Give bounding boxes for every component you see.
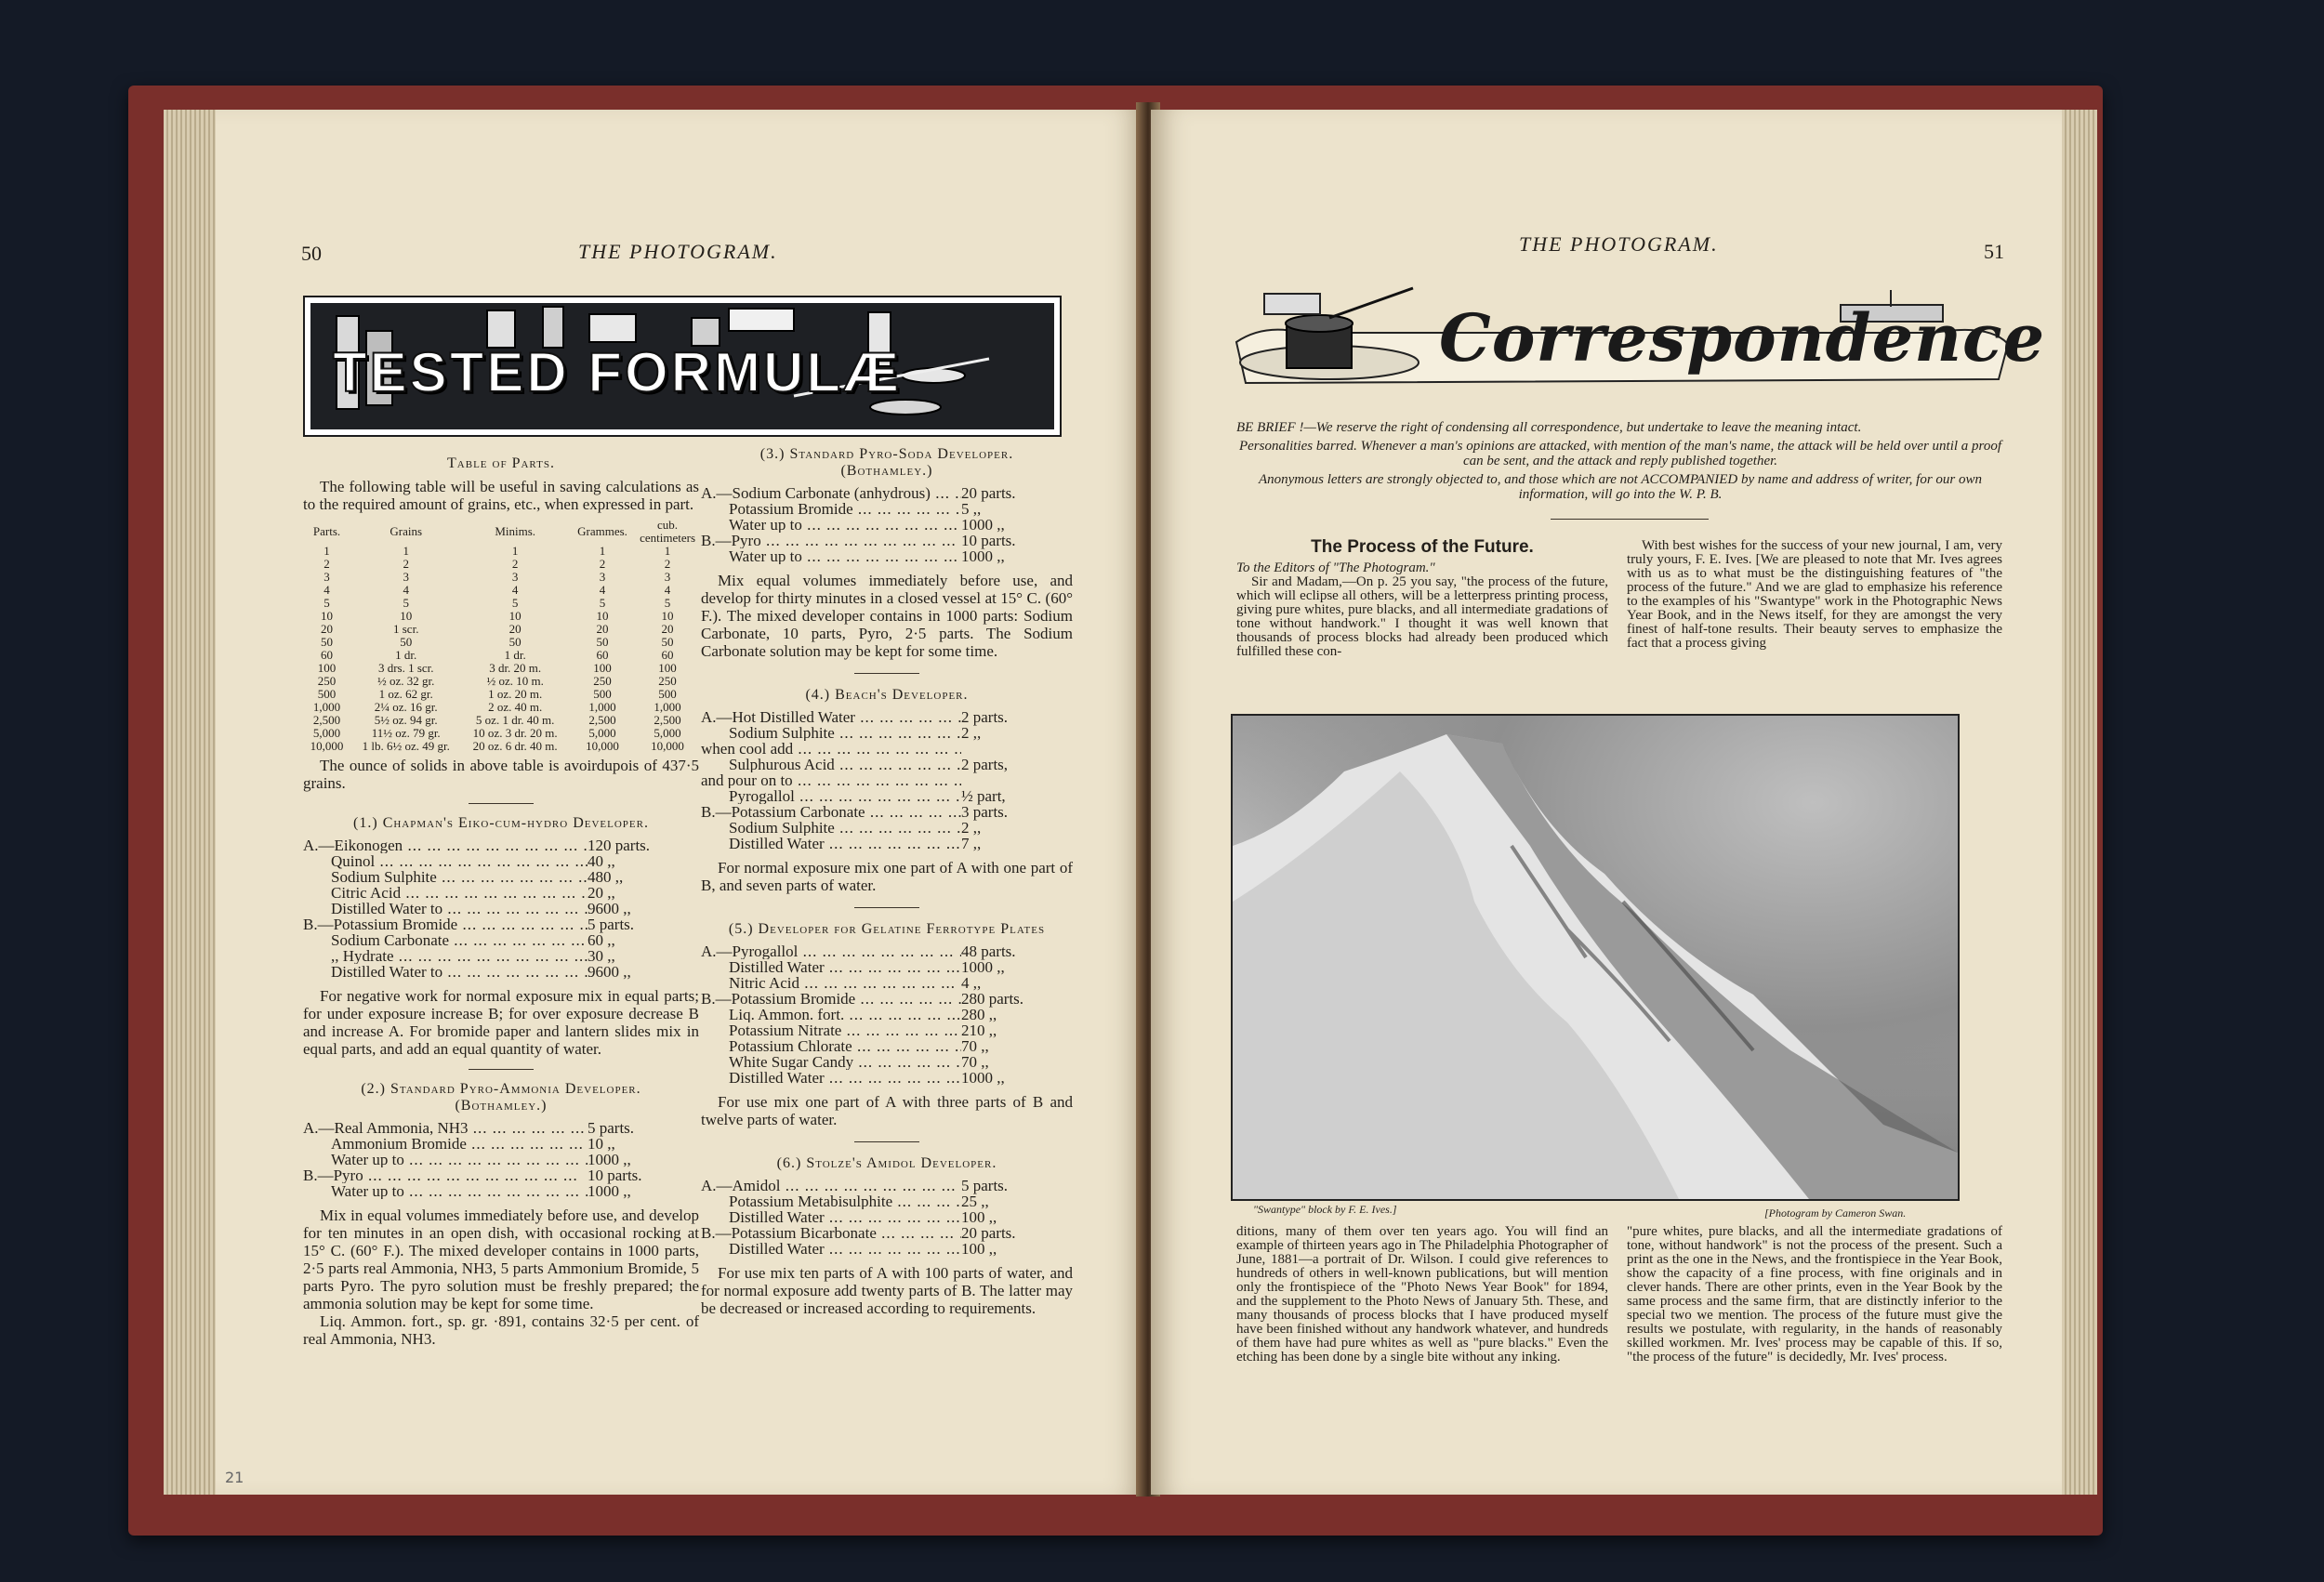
ingredient-row [701, 1007, 1073, 1022]
running-head: THE PHOTOGRAM. [578, 240, 778, 263]
col-header: Minims. [495, 524, 536, 538]
ingredient-name: Quinol ... . [303, 853, 588, 869]
ingredient-name: Pyrogallol ... . [701, 788, 961, 804]
ingredient-quantity: 5 parts. [588, 1119, 635, 1137]
formula1-heading: (1.) Chapman's Eiko-cum-hydro Developer. [353, 815, 649, 831]
ingredient-row [701, 1193, 1073, 1209]
article-column-1-top [1236, 537, 1608, 659]
right-page [1151, 110, 2062, 1495]
tested-formulae-banner [303, 296, 1062, 437]
table-cell: 5½ oz. 94 gr. [374, 713, 438, 727]
formula6-items [701, 1178, 1073, 1257]
ingredient-quantity: 1000 ,, [961, 958, 1005, 976]
ingredient-row [701, 548, 1073, 564]
mountain-image [1233, 716, 1958, 1199]
table-cell: 1,000 [654, 700, 681, 714]
formula2-text: Mix in equal volumes immediately before use, and develop for ten minutes in an open dish, with occasional rocking at 15° C. (60° F.). The mixed developer contains in 1000 parts, 2·5 parts real Ammonia, NH3, 5 parts Ammonium Bromide, 5 parts Pyro. The pyro solution must be freshly prepared; the ammonia solution may be kept for some time. [303, 1206, 699, 1312]
ingredient-quantity: 1000 ,, [588, 1182, 631, 1200]
left-column-2 [701, 446, 1073, 1317]
ingredient-name: A.—Real Ammonia, NH3 ... . [303, 1120, 588, 1136]
table-of-parts [303, 519, 699, 753]
ingredient-row [303, 885, 699, 901]
table-cell: 250 [658, 674, 677, 688]
ingredient-row [701, 804, 1073, 820]
table-cell: 2,500 [312, 713, 341, 727]
table-of-parts-heading: Table of Parts. [447, 455, 555, 471]
table-cell: 4 [403, 583, 409, 597]
col-header: cub. centimeters [640, 518, 696, 545]
ingredient-name: Potassium Bromide ... . [701, 501, 961, 517]
ingredient-name: B.—Pyro ... . [701, 533, 961, 548]
ingredient-name: Distilled Water ... . [701, 836, 961, 851]
table-cell: 500 [658, 687, 677, 701]
formula2-text2: Liq. Ammon. fort., sp. gr. ·891, contains 32·5 per cent. of real Ammonia, NH3. [303, 1312, 699, 1348]
ingredient-row [701, 959, 1073, 975]
table-row [303, 701, 699, 714]
formula5-items [701, 943, 1073, 1086]
formula5-heading: (5.) Developer for Gelatine Ferrotype Plates [728, 921, 1046, 937]
divider [854, 1141, 919, 1142]
table-cell: 5 [599, 596, 606, 610]
ingredient-row [701, 485, 1073, 501]
formula1-items [303, 837, 699, 980]
table-cell: 3 [403, 570, 409, 584]
ingredient-quantity: 2 parts. [961, 708, 1009, 726]
notice-personalities: Personalities barred. Whenever a man's opinions are attacked, with mention of the man's name, the attack will be held over until a proof can be sent, and the attack and reply published together. [1238, 439, 2002, 468]
table-note: The ounce of solids in above table is avoirdupois of 437·5 grains. [303, 757, 699, 792]
ingredient-quantity [961, 741, 1073, 757]
ingredient-name: Sodium Sulphite ... . [701, 820, 961, 836]
formula3-heading: (3.) Standard Pyro-Soda Developer. [759, 446, 1014, 462]
ingredient-quantity: 480 ,, [588, 868, 624, 886]
ingredient-name: Distilled Water ... . [701, 959, 961, 975]
divider [1551, 519, 1709, 520]
table-cell: 10,000 [586, 739, 619, 753]
ingredient-name: A.—Eikonogen ... . [303, 837, 588, 853]
table-cell: 10,000 [310, 739, 344, 753]
ingredient-row [303, 1120, 699, 1136]
table-cell: 5 oz. 1 dr. 40 m. [475, 713, 555, 727]
table-cell: 3 dr. 20 m. [489, 661, 542, 675]
ingredient-quantity: 2 parts, [961, 756, 1009, 773]
table-cell: 2 oz. 40 m. [488, 700, 543, 714]
pencil-margin-note: 21 [225, 1469, 244, 1486]
banner-title: Correspondence [1439, 299, 2046, 376]
ingredient-name: B.—Potassium Bicarbonate ... . [701, 1225, 961, 1241]
table-cell: 3 [511, 570, 519, 584]
table-cell: 2¼ oz. 16 gr. [374, 700, 438, 714]
ingredient-quantity: 20 ,, [588, 884, 615, 902]
table-cell: 10 [508, 609, 522, 623]
ingredient-row [701, 517, 1073, 533]
page-edges-left [164, 110, 219, 1495]
ingredient-row [701, 1038, 1073, 1054]
formula3-items [701, 485, 1073, 564]
formula2-subheading: (Bothamley.) [455, 1098, 548, 1114]
ingredient-quantity: 3 parts. [961, 803, 1009, 821]
ingredient-row [701, 1178, 1073, 1193]
table-cell: 20 [661, 622, 674, 636]
photo-caption-right: [Photogram by Cameron Swan. [1764, 1206, 1907, 1219]
ingredient-quantity: 20 parts. [961, 484, 1016, 502]
ingredient-row [303, 853, 699, 869]
table-cell: 10 [400, 609, 413, 623]
table-cell: 1 scr. [393, 622, 419, 636]
ingredient-name: and pour on to ... . [701, 772, 961, 788]
col-header: Parts. [312, 524, 341, 538]
ingredient-name: Ammonium Bromide ... . [303, 1136, 588, 1152]
formula6-heading: (6.) Stolze's Amidol Developer. [776, 1155, 997, 1171]
ingredient-row [701, 1209, 1073, 1225]
formula6-text: For use mix ten parts of A with 100 parts of water, and for normal exposure add twenty parts of B. The latter may be decreased or increased according to requirements. [701, 1264, 1073, 1317]
article-body-1: Sir and Madam,—On p. 25 you say, "the process of the future, which will eclipse all others, will be a letterpress printing process, giving pure whites, pure blacks, and all intermediate gradations of tone without handwork." I thought it was well known that thousands of process blocks had already been produced which fulfilled these con- [1236, 574, 1608, 659]
table-cell: 1 dr. [504, 648, 526, 662]
table-cell: 2 [324, 557, 330, 571]
table-header [303, 519, 699, 545]
table-row [303, 610, 699, 623]
table-cell: 3 [324, 570, 330, 584]
table-cell: 50 [596, 635, 609, 649]
ingredient-quantity: 280 parts. [961, 990, 1024, 1008]
table-cell: ½ oz. 10 m. [486, 674, 544, 688]
ingredient-name: ,, Hydrate ... . [303, 948, 588, 964]
table-cell: 100 [593, 661, 612, 675]
ingredient-row [701, 943, 1073, 959]
article-column-1-bottom [1236, 1225, 1608, 1364]
ingredient-row [701, 991, 1073, 1007]
ingredient-quantity: 5 parts. [588, 916, 635, 933]
ingredient-name: Water up to ... . [701, 517, 961, 533]
ingredient-row [701, 741, 1073, 757]
ingredient-quantity: 4 ,, [961, 974, 982, 992]
ingredient-name: B.—Pyro ... . [303, 1167, 588, 1183]
ingredient-quantity: 5 ,, [961, 500, 982, 518]
table-cell: 10,000 [651, 739, 684, 753]
table-cell: 500 [593, 687, 612, 701]
ingredient-row [303, 837, 699, 853]
ingredient-quantity: 20 parts. [961, 1224, 1016, 1242]
table-cell: 50 [661, 635, 674, 649]
ingredient-name: B.—Potassium Bromide ... . [701, 991, 961, 1007]
left-page [216, 110, 1145, 1495]
table-cell: 10 [321, 609, 334, 623]
article-to-line: To the Editors of "The Photogram." [1236, 560, 1435, 575]
ingredient-quantity: 30 ,, [588, 947, 615, 965]
ingredient-name: Water up to ... . [701, 548, 961, 564]
ingredient-quantity: 100 ,, [961, 1240, 997, 1258]
table-cell: 1 lb. 6½ oz. 49 gr. [362, 739, 450, 753]
table-cell: 1,000 [588, 700, 616, 714]
ingredient-quantity: 9600 ,, [588, 900, 631, 917]
ingredient-quantity: 120 parts. [588, 837, 651, 854]
ingredient-name: Distilled Water to ... . [303, 964, 588, 980]
ingredient-quantity: 25 ,, [961, 1193, 989, 1210]
table-cell: 4 [599, 583, 606, 597]
table-cell: 2 [664, 557, 671, 571]
table-cell: 5 [664, 596, 671, 610]
ingredient-name: White Sugar Candy ... . [701, 1054, 961, 1070]
table-cell: 5 [511, 596, 519, 610]
ingredient-row [701, 975, 1073, 991]
ingredient-row [701, 533, 1073, 548]
table-cell: 1 [403, 544, 409, 558]
notice-anonymous: Anonymous letters are strongly objected to, and those which are not ACCOMPANIED by name and address of writer, for our own information, will go into the W. P. B. [1258, 472, 1982, 502]
ingredient-quantity: 1000 ,, [961, 1069, 1005, 1087]
ingredient-name: Water up to ... . [303, 1183, 588, 1199]
ingredient-quantity [961, 772, 1073, 788]
table-row [303, 571, 699, 584]
ingredient-quantity: 2 ,, [961, 724, 982, 742]
table-cell: 5,000 [312, 726, 341, 740]
article-body-3: ditions, many of them over ten years ago. You will find an example of thirteen years ago in The Philadelphia Photographer of June, 1881—a portrait of Dr. Wilson. I could give references to hundreds of others in well-known publications, but will mention only the frontispiece of the "Photo News Year Book" for 1894, and the supplement to the Photo News of January 5th. These, and many thousands of process blocks that I have produced myself have been finished without any handwork whatever, and hundreds of them have had pure whites as well as "pure blacks." Even the etching has been done by a single bite without any inking. [1236, 1224, 1608, 1364]
table-cell: 1 oz. 20 m. [488, 687, 543, 701]
table-cell: 1 [324, 544, 330, 558]
table-row [303, 740, 699, 753]
article-column-2-top [1627, 539, 2002, 651]
ingredient-quantity: 2 ,, [961, 819, 982, 837]
ingredient-name: Sodium Sulphite ... . [303, 869, 588, 885]
article-title: The Process of the Future. [1311, 537, 1534, 557]
table-cell: 20 [321, 622, 334, 636]
ingredient-row [701, 1070, 1073, 1086]
table-cell: 5 [403, 596, 409, 610]
table-cell: 1 [599, 544, 606, 558]
table-row [303, 597, 699, 610]
table-cell: 20 [508, 622, 522, 636]
table-cell: 10 [661, 609, 674, 623]
ingredient-row [701, 757, 1073, 772]
table-cell: 1 [664, 544, 671, 558]
ingredient-quantity: 10 parts. [588, 1167, 642, 1184]
ingredient-name: Distilled Water ... . [701, 1209, 961, 1225]
table-cell: 2,500 [654, 713, 681, 727]
table-row [303, 623, 699, 636]
ingredient-row [303, 1136, 699, 1152]
formula1-text: For negative work for normal exposure mix in equal parts; for under exposure increase B; for over exposure decrease B and increase A. For bromide paper and lantern slides mix in equal parts, and add an equal quantity of water. [303, 987, 699, 1058]
article-column-2-bottom [1627, 1225, 2002, 1364]
table-cell: 60 [596, 648, 609, 662]
ingredient-name: Distilled Water ... . [701, 1241, 961, 1257]
ingredient-name: A.—Amidol ... . [701, 1178, 961, 1193]
table-of-parts-intro: The following table will be useful in saving calculations as to the required amount of grains, etc., when expressed in part. [303, 478, 699, 513]
ingredient-quantity: 1000 ,, [961, 516, 1005, 534]
table-row [303, 662, 699, 675]
ingredient-name: Nitric Acid ... . [701, 975, 961, 991]
formula2-items [303, 1120, 699, 1199]
ingredient-quantity: 60 ,, [588, 931, 615, 949]
divider [854, 907, 919, 908]
table-row [303, 688, 699, 701]
table-cell: 1,000 [312, 700, 341, 714]
ingredient-row [701, 1241, 1073, 1257]
article-body-4: "pure whites, pure blacks, and all the intermediate gradations of tone, without handwork" is not the process of the present. Such a print as the one in the News, and the frontispiece in the Year Book, show the capacity of a fine process, with fine originals and in clever hands. There are other prints, even in the Year Book by the same process and the same firm, that are distinctly inferior to the special two we mention. The process of the future must give the results we postulate, with regularity, in the hands of reasonably skilled workmen. Mr. Ives' process may be capable of this. If so, "the process of the future" is decidedly, Mr. Ives' process. [1627, 1224, 2002, 1364]
ingredient-quantity: 1000 ,, [961, 547, 1005, 565]
ingredient-name: when cool add ... . [701, 741, 961, 757]
ingredient-row [701, 709, 1073, 725]
ingredient-name: Potassium Chlorate ... . [701, 1038, 961, 1054]
ingredient-name: Distilled Water to ... . [303, 901, 588, 916]
table-cell: 20 oz. 6 dr. 40 m. [472, 739, 558, 753]
formula4-items [701, 709, 1073, 851]
table-cell: 50 [321, 635, 334, 649]
table-cell: 10 [596, 609, 609, 623]
ingredient-quantity: 9600 ,, [588, 963, 631, 981]
ingredient-quantity: 7 ,, [961, 835, 982, 852]
ingredient-row [303, 964, 699, 980]
ingredient-name: A.—Sodium Carbonate (anhydrous) ... . [701, 485, 961, 501]
ingredient-name: B.—Potassium Carbonate ... . [701, 804, 961, 820]
table-cell: 2,500 [588, 713, 616, 727]
formula2-heading: (2.) Standard Pyro-Ammonia Developer. [361, 1081, 641, 1097]
ingredient-quantity: 1000 ,, [588, 1151, 631, 1168]
correspondence-banner [1227, 286, 2046, 392]
ingredient-name: Sulphurous Acid ... . [701, 757, 961, 772]
photo-caption-left: "Swantype" block by F. E. Ives.] [1253, 1203, 1397, 1216]
col-header: Grammes. [577, 524, 627, 538]
ingredient-quantity: 48 parts. [961, 943, 1016, 960]
table-cell: 100 [317, 661, 337, 675]
ingredient-row [303, 916, 699, 932]
ingredient-name: Sodium Carbonate ... . [303, 932, 588, 948]
ingredient-quantity: 280 ,, [961, 1006, 997, 1023]
table-body [303, 545, 699, 753]
table-cell: 3 [664, 570, 671, 584]
ingredient-quantity: 70 ,, [961, 1037, 989, 1055]
table-row [303, 675, 699, 688]
ingredient-quantity: 10 ,, [588, 1135, 615, 1153]
ingredient-row [303, 869, 699, 885]
ingredient-quantity: 210 ,, [961, 1022, 997, 1039]
ingredient-name: Distilled Water ... . [701, 1070, 961, 1086]
table-cell: 10 oz. 3 dr. 20 m. [472, 726, 558, 740]
table-cell: 5,000 [588, 726, 616, 740]
ingredient-quantity: ½ part, [961, 787, 1006, 805]
ingredient-name: A.—Pyrogallol ... . [701, 943, 961, 959]
ingredient-row [701, 1022, 1073, 1038]
table-cell: 500 [317, 687, 337, 701]
ingredient-name: Potassium Nitrate ... . [701, 1022, 961, 1038]
table-cell: 2 [403, 557, 409, 571]
table-cell: 3 drs. 1 scr. [377, 661, 434, 675]
ingredient-quantity: 100 ,, [961, 1208, 997, 1226]
divider [854, 673, 919, 674]
table-row [303, 545, 699, 558]
ingredient-quantity: 5 parts. [961, 1177, 1009, 1194]
table-cell: 60 [321, 648, 334, 662]
table-cell: 250 [593, 674, 612, 688]
article-body-2: With best wishes for the success of your new journal, I am, very truly yours, F. E. Ives. [We are pleased to note that Mr. Ives agrees with us as to what must be the distinguishing features of "the process of the future." And we are glad to emphasize his reference to the examples of his "Swantype" work in the Photographic News Year Book, and in the News itself, for they are amongst the very finest of half-tone results. Their beauty serves to emphasize the fact that a process giving [1627, 538, 2002, 651]
ingredient-row [701, 1054, 1073, 1070]
page-number: 51 [1984, 240, 2004, 263]
table-cell: 11½ oz. 79 gr. [371, 726, 441, 740]
table-cell: 2 [511, 557, 519, 571]
ingredient-quantity: 40 ,, [588, 852, 615, 870]
ingredient-name: Liq. Ammon. fort. ... . [701, 1007, 961, 1022]
formula4-heading: (4.) Beach's Developer. [805, 687, 969, 703]
mountain-photograph [1231, 714, 1960, 1201]
table-cell: 20 [596, 622, 609, 636]
table-cell: 1 oz. 62 gr. [378, 687, 433, 701]
table-cell: 5,000 [654, 726, 681, 740]
notice-be-brief: BE BRIEF !—We reserve the right of condensing all correspondence, but undertake to leave the meaning intact. [1236, 420, 1862, 435]
ingredient-name: Water up to ... . [303, 1152, 588, 1167]
table-cell: ½ oz. 32 gr. [377, 674, 435, 688]
table-cell: 4 [664, 583, 671, 597]
ingredient-name: Citric Acid ... . [303, 885, 588, 901]
ingredient-name: Sodium Sulphite ... . [701, 725, 961, 741]
ingredient-row [701, 836, 1073, 851]
ingredient-row [701, 1225, 1073, 1241]
page-number: 50 [301, 242, 322, 265]
formula3-subheading: (Bothamley.) [840, 463, 933, 479]
formula3-text: Mix equal volumes immediately before use, and develop for thirty minutes in a closed vessel at 15° C. (60° F.). The mixed developer contains in 1000 parts: Sodium Carbonate, 10 parts, Pyro, 2·5 parts. The Sodium Carbonate solution may be kept for some time. [701, 572, 1073, 660]
formula5-text: For use mix one part of A with three parts of B and twelve parts of water. [701, 1093, 1073, 1128]
ingredient-row [303, 932, 699, 948]
ingredient-row [701, 772, 1073, 788]
table-row [303, 558, 699, 571]
table-row [303, 714, 699, 727]
divider [469, 803, 534, 804]
table-row [303, 584, 699, 597]
ingredient-name: A.—Hot Distilled Water ... . [701, 709, 961, 725]
table-cell: 2 [599, 557, 606, 571]
table-cell: 4 [324, 583, 330, 597]
left-column-1 [303, 455, 699, 1348]
col-header: Grains [390, 524, 423, 538]
ingredient-name: B.—Potassium Bromide ... . [303, 916, 588, 932]
ingredient-row [701, 501, 1073, 517]
ingredient-row [303, 948, 699, 964]
editorial-notices [1236, 420, 2004, 502]
table-cell: 100 [658, 661, 677, 675]
table-cell: 1 [511, 544, 519, 558]
table-cell: 50 [508, 635, 522, 649]
table-cell: 5 [324, 596, 330, 610]
table-cell: 3 [599, 570, 606, 584]
ingredient-quantity: 10 parts. [961, 532, 1016, 549]
divider [469, 1069, 534, 1070]
ingredient-row [701, 725, 1073, 741]
ingredient-name: Potassium Metabisulphite ... . [701, 1193, 961, 1209]
formula4-text: For normal exposure mix one part of A with one part of B, and seven parts of water. [701, 859, 1073, 894]
ingredient-quantity: 70 ,, [961, 1053, 989, 1071]
ingredient-row [701, 788, 1073, 804]
ingredient-row [303, 1167, 699, 1183]
ingredient-row [303, 1183, 699, 1199]
table-cell: 50 [400, 635, 413, 649]
ingredient-row [303, 1152, 699, 1167]
table-cell: 4 [511, 583, 519, 597]
table-row [303, 636, 699, 649]
table-cell: 1 dr. [395, 648, 417, 662]
table-row [303, 727, 699, 740]
banner-title: TESTED FORMULÆ [333, 341, 902, 403]
table-cell: 250 [317, 674, 337, 688]
running-head: THE PHOTOGRAM. [1519, 232, 1719, 256]
table-row [303, 649, 699, 662]
ingredient-row [701, 820, 1073, 836]
table-cell: 60 [661, 648, 674, 662]
ingredient-row [303, 901, 699, 916]
